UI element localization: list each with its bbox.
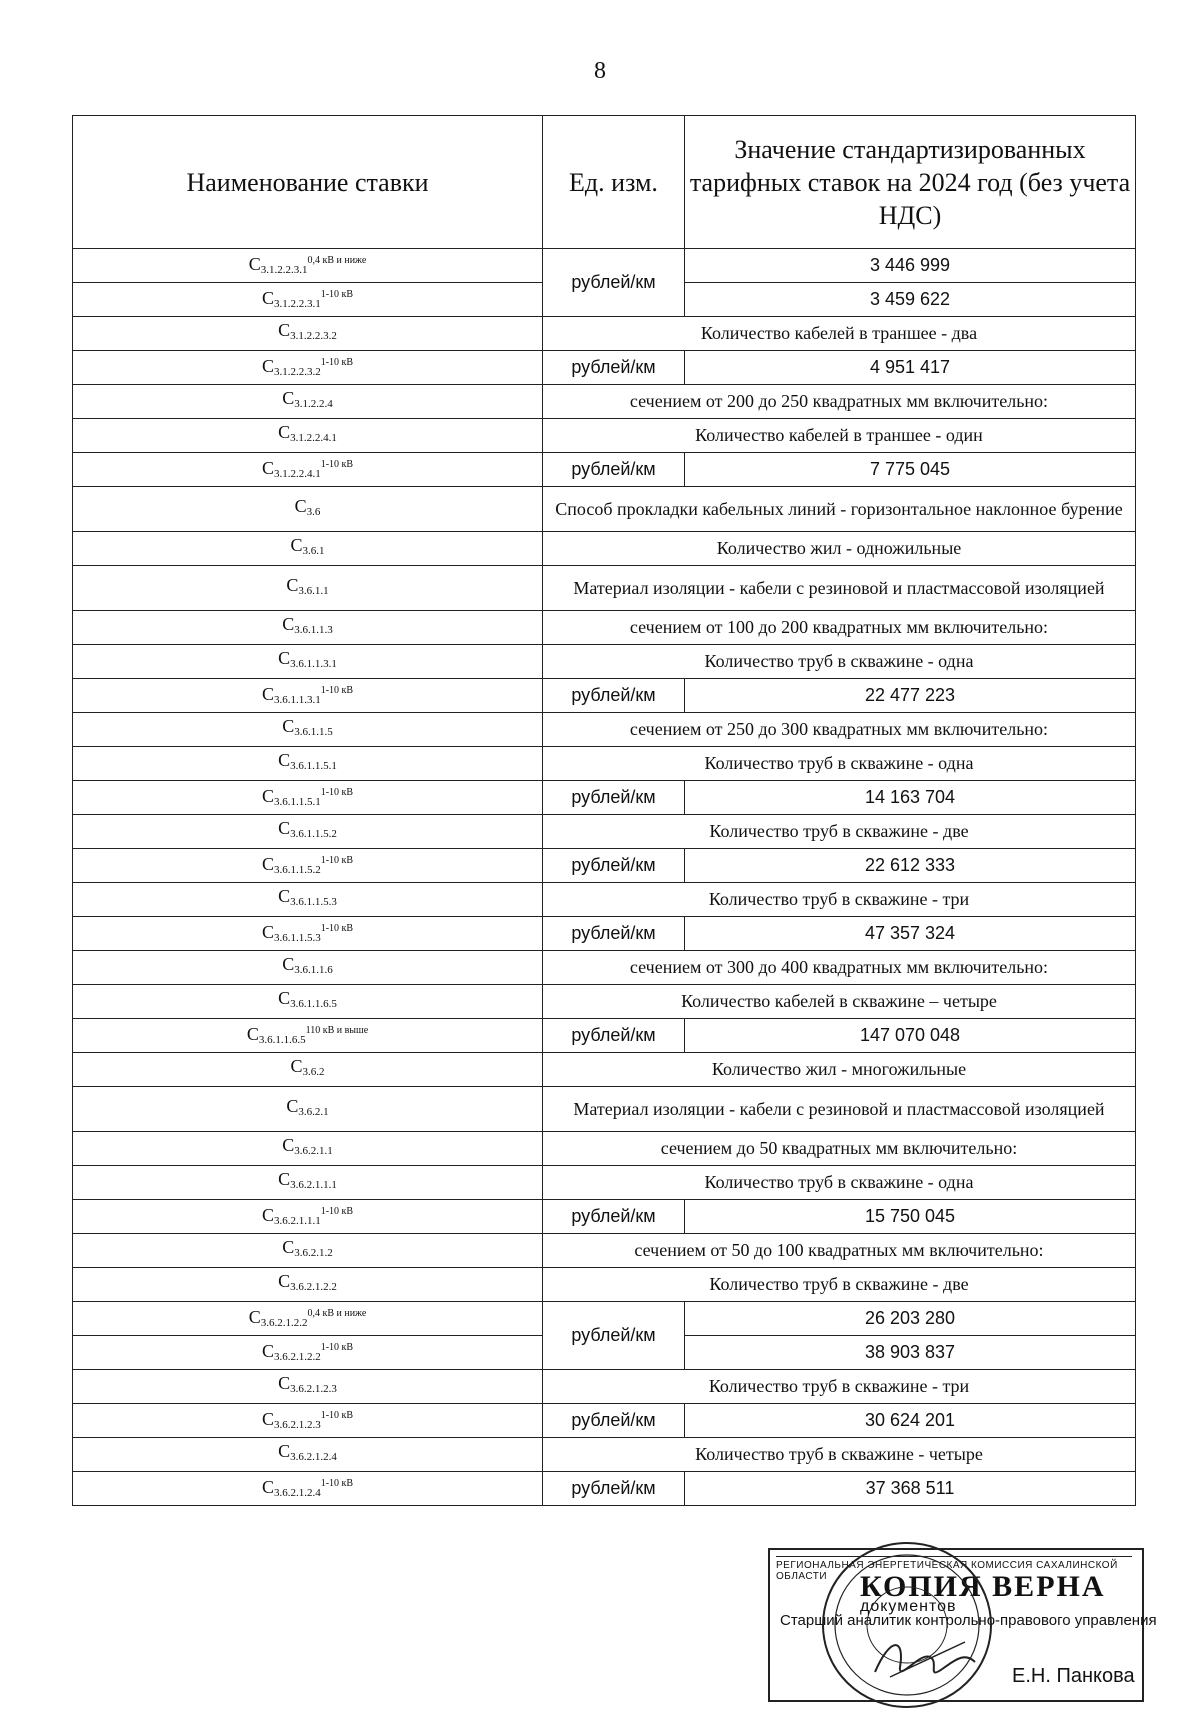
rate-code: [73, 1019, 543, 1053]
rate-description: сечением от 100 до 200 квадратных мм включительно:: [543, 611, 1136, 645]
rate-code-voltage: 1-10 кВ: [320, 1342, 354, 1353]
rate-code: [73, 453, 543, 487]
rate-code-letter: C: [290, 535, 303, 555]
rate-description: Количество жил - одножильные: [543, 532, 1136, 566]
rate-code-letter: C: [294, 495, 307, 516]
rate-description: сечением до 50 квадратных мм включительно:: [543, 1132, 1136, 1166]
table-body: [73, 249, 1136, 1506]
rate-code-index: 3.6.2.1.2.2: [260, 1317, 308, 1329]
stamp-copy-certified: КОПИЯ ВЕРНА: [860, 1570, 1106, 1603]
stamp-organization: РЕГИОНАЛЬНАЯ ЭНЕРГЕТИЧЕСКАЯ КОМИССИЯ САХАЛИНСКОЙ ОБЛАСТИ: [776, 1560, 1118, 1582]
table-row: [73, 1166, 1136, 1200]
rate-code-letter: C: [261, 1409, 274, 1429]
rate-code-index: 3.1.2.2.3.2: [290, 330, 337, 342]
rate-description: Количество труб в скважине - одна: [543, 645, 1136, 679]
rate-code: [73, 985, 543, 1019]
rate-description: Количество жил - многожильные: [543, 1053, 1136, 1087]
rate-code-letter: C: [248, 254, 261, 274]
rate-code-letter: C: [278, 1169, 291, 1189]
rate-code-index: 3.6.2: [302, 1066, 325, 1078]
rate-value: 4 951 417: [685, 351, 1136, 385]
rate-code-index: 3.1.2.2.3.2: [273, 366, 321, 378]
rate-code: [73, 1370, 543, 1404]
rate-code-letter: C: [261, 1205, 274, 1225]
rate-code-index: 3.6.2.1.1: [294, 1145, 333, 1157]
rate-description: сечением от 250 до 300 квадратных мм включительно:: [543, 713, 1136, 747]
rate-code-index: 3.6.2.1.1.1: [290, 1179, 337, 1191]
rate-unit: рублей/км: [543, 917, 685, 951]
rate-code-index: 3.1.2.2.4.1: [273, 468, 321, 480]
table-row: [73, 849, 1136, 883]
table-row: [73, 1234, 1136, 1268]
rate-description: Количество кабелей в траншее - два: [543, 317, 1136, 351]
rate-description: сечением от 200 до 250 квадратных мм включительно:: [543, 385, 1136, 419]
table-row: [73, 566, 1136, 611]
table-row: [73, 1404, 1136, 1438]
rate-code-index: 3.6.1.1.5.2: [273, 864, 321, 876]
rate-value: 147 070 048: [685, 1019, 1136, 1053]
rate-unit: рублей/км: [543, 781, 685, 815]
rate-code-letter: C: [261, 288, 274, 308]
rate-code-letter: C: [278, 1373, 291, 1393]
rate-code-letter: C: [278, 422, 291, 442]
rate-code-index: 3.1.2.2.4.1: [290, 432, 337, 444]
rate-code-letter: C: [278, 648, 291, 668]
rate-unit: рублей/км: [543, 1200, 685, 1234]
rate-code-voltage: 1-10 кВ: [320, 357, 354, 368]
rate-code-letter: C: [278, 320, 291, 340]
rate-code-index: 3.6.2.1.1.1: [273, 1215, 321, 1227]
page-number: 8: [594, 58, 606, 84]
table-row: [73, 419, 1136, 453]
table-row: [73, 385, 1136, 419]
rate-code-letter: C: [282, 954, 295, 974]
rate-code-letter: C: [261, 1477, 274, 1497]
table-row: [73, 1053, 1136, 1087]
rate-description: Количество кабелей в скважине – четыре: [543, 985, 1136, 1019]
rate-value: 22 612 333: [685, 849, 1136, 883]
rate-unit: рублей/км: [543, 453, 685, 487]
rate-code-letter: C: [261, 786, 274, 806]
table-row: [73, 1438, 1136, 1472]
rate-code-letter: C: [278, 818, 291, 838]
table-row: [73, 1268, 1136, 1302]
rate-code-index: 3.1.2.2.3.1: [260, 264, 308, 276]
rate-code: [73, 883, 543, 917]
table-row: [73, 1302, 1136, 1336]
rate-code-index: 3.6.1.1.3: [294, 624, 333, 636]
rate-description: сечением от 50 до 100 квадратных мм включительно:: [543, 1234, 1136, 1268]
rate-code-index: 3.6.1.1.3.1: [290, 658, 337, 670]
rate-code: [73, 249, 543, 283]
rate-code-letter: C: [261, 356, 274, 376]
rate-code-index: 3.6.1.1.5.1: [273, 796, 321, 808]
rate-code: [73, 679, 543, 713]
rate-code-index: 3.6.1.1.5.3: [290, 896, 337, 908]
rate-description: Количество труб в скважине - четыре: [543, 1438, 1136, 1472]
table-row: [73, 1472, 1136, 1506]
rate-description: Материал изоляции - кабели с резиновой и пластмассовой изоляцией: [543, 1087, 1136, 1132]
rate-unit: рублей/км: [543, 1019, 685, 1053]
rate-code: [73, 747, 543, 781]
rate-description: Количество труб в скважине - одна: [543, 747, 1136, 781]
table-row: [73, 883, 1136, 917]
rate-code: [73, 317, 543, 351]
rate-code: [73, 1472, 543, 1506]
table-row: [73, 317, 1136, 351]
rate-code-letter: C: [261, 922, 274, 942]
rate-code-index: 3.6.2.1: [298, 1105, 329, 1118]
rate-code-letter: C: [261, 854, 274, 874]
rate-code-index: 3.6.2.1.2.2: [290, 1281, 337, 1293]
rate-code-letter: C: [261, 1341, 274, 1361]
rate-code-index: 3.6.2.1.2.3: [273, 1419, 321, 1431]
rate-value: 47 357 324: [685, 917, 1136, 951]
rate-code: [73, 1200, 543, 1234]
table-row: [73, 747, 1136, 781]
rate-code-index: 3.6.2.1.2.4: [273, 1487, 321, 1499]
rates-table: [72, 115, 1136, 1506]
rate-unit: рублей/км: [543, 249, 685, 317]
rate-unit: рублей/км: [543, 849, 685, 883]
rate-code-voltage: 1-10 кВ: [320, 1478, 354, 1489]
signature-icon: [870, 1632, 980, 1687]
rate-code: [73, 1053, 543, 1087]
table-row: [73, 985, 1136, 1019]
rate-code: [73, 351, 543, 385]
rate-description: Материал изоляции - кабели с резиновой и пластмассовой изоляцией: [543, 566, 1136, 611]
rate-description: Количество труб в скважине - три: [543, 883, 1136, 917]
rate-value: 30 624 201: [685, 1404, 1136, 1438]
rate-code-index: 3.6.1: [302, 545, 325, 557]
table-row: [73, 1019, 1136, 1053]
table-row: [73, 453, 1136, 487]
rate-code-index: 3.6.1.1.5.1: [290, 760, 337, 772]
table-row: [73, 351, 1136, 385]
rate-code: [73, 566, 543, 611]
table-row: [73, 917, 1136, 951]
rate-code-letter: C: [286, 574, 299, 595]
rate-code-letter: C: [278, 750, 291, 770]
rate-code: [73, 487, 543, 532]
rate-code-voltage: 1-10 кВ: [320, 459, 354, 470]
rate-code: [73, 1302, 543, 1336]
rate-code-letter: C: [278, 1271, 291, 1291]
rate-code: [73, 1234, 543, 1268]
rate-description: Количество труб в скважине - три: [543, 1370, 1136, 1404]
table-row: [73, 1370, 1136, 1404]
rate-code-index: 3.6.2.1.2: [294, 1247, 333, 1259]
stamp-documents: документов: [860, 1598, 957, 1615]
rate-code: [73, 781, 543, 815]
table-row: [73, 1087, 1136, 1132]
rate-code-index: 3.6.1.1.5.2: [290, 828, 337, 840]
rate-code-voltage: 1-10 кВ: [320, 787, 354, 798]
header-value: Значение стандартизированных тарифных ставок на 2024 год (без учета НДС): [685, 116, 1136, 249]
rate-code-index: 3.6.2.1.2.2: [273, 1351, 321, 1363]
table-row: [73, 713, 1136, 747]
rate-code-voltage: 1-10 кВ: [320, 1410, 354, 1421]
rate-code-voltage: 1-10 кВ: [320, 923, 354, 934]
rate-code: [73, 385, 543, 419]
rate-code-letter: C: [248, 1307, 261, 1327]
rate-value: 7 775 045: [685, 453, 1136, 487]
rate-code-index: 3.6: [306, 505, 321, 518]
rate-code-index: 3.6.1.1.3.1: [273, 694, 321, 706]
rate-code: [73, 532, 543, 566]
rate-value: 37 368 511: [685, 1472, 1136, 1506]
rate-code: [73, 1404, 543, 1438]
rate-code-letter: C: [278, 988, 291, 1008]
rate-code-index: 3.6.1.1.6.5: [290, 998, 337, 1010]
rate-code: [73, 1438, 543, 1472]
rate-code-voltage: 0,4 кВ и ниже: [307, 1308, 367, 1319]
rate-unit: рублей/км: [543, 351, 685, 385]
rate-code-voltage: 1-10 кВ: [320, 855, 354, 866]
rate-code: [73, 1132, 543, 1166]
table-row: [73, 951, 1136, 985]
table-row: [73, 781, 1136, 815]
rate-code-index: 3.6.1.1: [298, 584, 329, 597]
rate-code-letter: C: [282, 716, 295, 736]
rate-code-letter: C: [286, 1095, 299, 1116]
rate-code-letter: C: [290, 1056, 303, 1076]
rate-description: Количество труб в скважине - две: [543, 815, 1136, 849]
table-row: [73, 815, 1136, 849]
rate-unit: рублей/км: [543, 1302, 685, 1370]
table-row: [73, 532, 1136, 566]
table-row: [73, 679, 1136, 713]
rate-code-index: 3.6.1.1.6: [294, 964, 333, 976]
rate-value: 26 203 280: [685, 1302, 1136, 1336]
rate-code: [73, 713, 543, 747]
rate-code-index: 3.6.2.1.2.4: [290, 1451, 337, 1463]
stamp-official-title: Старший аналитик контрольно-правового управления: [780, 1612, 1157, 1629]
rate-code: [73, 1087, 543, 1132]
rate-code-index: 3.6.1.1.5.3: [273, 932, 321, 944]
rate-code: [73, 951, 543, 985]
stamp-official-name: Е.Н. Панкова: [1012, 1665, 1135, 1687]
rate-code-letter: C: [278, 1441, 291, 1461]
rate-code: [73, 849, 543, 883]
header-rate-name: Наименование ставки: [73, 116, 543, 249]
rate-unit: рублей/км: [543, 1404, 685, 1438]
rate-code-voltage: 0,4 кВ и ниже: [307, 255, 367, 266]
rate-code-letter: C: [282, 1135, 295, 1155]
rate-code: [73, 1166, 543, 1200]
rate-code-voltage: 1-10 кВ: [320, 289, 354, 300]
table-row: [73, 1200, 1136, 1234]
rate-code: [73, 917, 543, 951]
rate-description: сечением от 300 до 400 квадратных мм включительно:: [543, 951, 1136, 985]
table-row: [73, 1132, 1136, 1166]
rate-description: Количество труб в скважине - две: [543, 1268, 1136, 1302]
header-unit: Ед. изм.: [543, 116, 685, 249]
rate-description: Количество труб в скважине - одна: [543, 1166, 1136, 1200]
rate-code: [73, 419, 543, 453]
rate-value: 3 459 622: [685, 283, 1136, 317]
rate-code: [73, 611, 543, 645]
rate-code-letter: C: [282, 614, 295, 634]
table-row: [73, 487, 1136, 532]
rate-value: 3 446 999: [685, 249, 1136, 283]
rate-code-voltage: 1-10 кВ: [320, 685, 354, 696]
rate-code-letter: C: [261, 684, 274, 704]
rate-code-voltage: 110 кВ и выше: [305, 1025, 369, 1036]
table-row: [73, 249, 1136, 283]
rate-code-index: 3.6.1.1.5: [294, 726, 333, 738]
rate-unit: рублей/км: [543, 679, 685, 713]
rate-description: Способ прокладки кабельных линий - горизонтальное наклонное бурение: [543, 487, 1136, 532]
rate-code-letter: C: [282, 1237, 295, 1257]
rate-value: 22 477 223: [685, 679, 1136, 713]
table-row: [73, 645, 1136, 679]
rate-code-index: 3.1.2.2.3.1: [273, 298, 321, 310]
rate-value: 15 750 045: [685, 1200, 1136, 1234]
rate-code: [73, 1336, 543, 1370]
rate-code-letter: C: [278, 886, 291, 906]
rate-code-index: 3.6.2.1.2.3: [290, 1383, 337, 1395]
rate-unit: рублей/км: [543, 1472, 685, 1506]
rate-description: Количество кабелей в траншее - один: [543, 419, 1136, 453]
rate-code-index: 3.1.2.2.4: [294, 398, 333, 410]
rate-code: [73, 283, 543, 317]
rate-value: 38 903 837: [685, 1336, 1136, 1370]
rate-code-letter: C: [261, 458, 274, 478]
rate-code-letter: C: [246, 1024, 259, 1044]
table-row: [73, 611, 1136, 645]
rate-code: [73, 815, 543, 849]
table-header-row: [73, 116, 1136, 249]
rate-code-letter: C: [282, 388, 295, 408]
rate-code-voltage: 1-10 кВ: [320, 1206, 354, 1217]
rate-value: 14 163 704: [685, 781, 1136, 815]
rate-code: [73, 645, 543, 679]
rate-code: [73, 1268, 543, 1302]
rate-code-index: 3.6.1.1.6.5: [258, 1034, 306, 1046]
